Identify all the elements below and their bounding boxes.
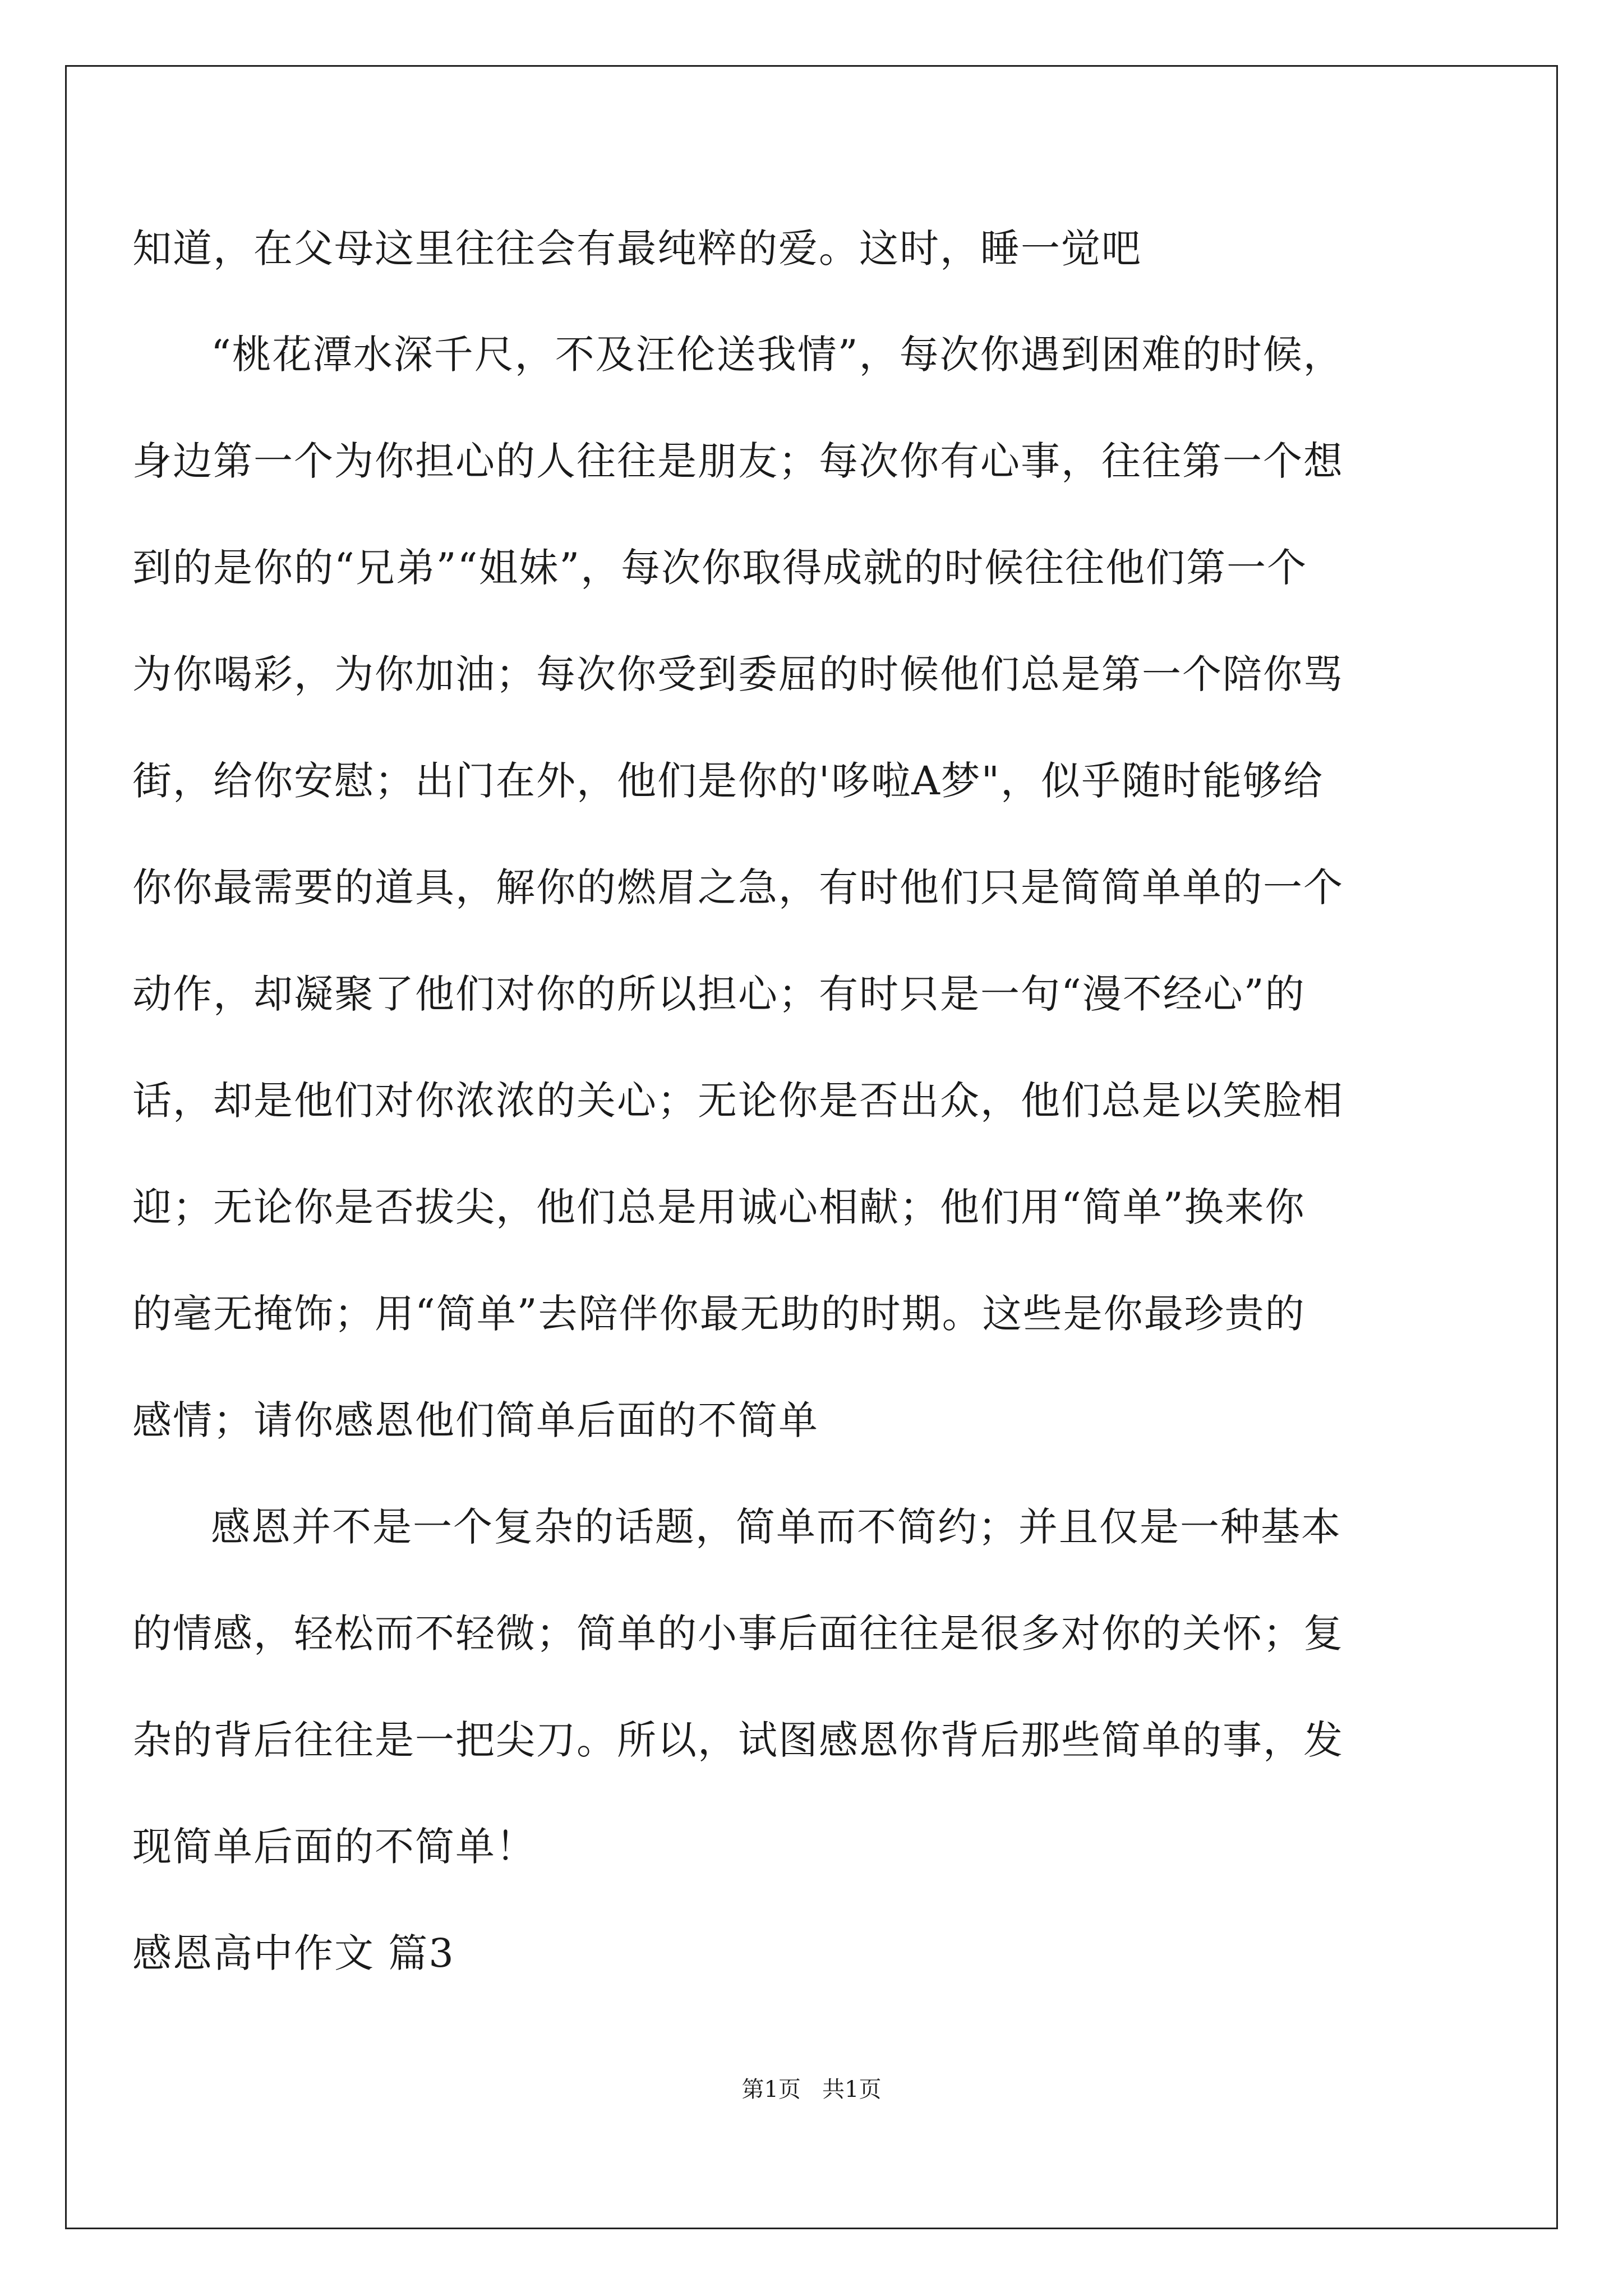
page-border — [65, 65, 1558, 2229]
paragraph-line: 的毫无掩饰；用“简单”去陪伴你最无助的时期。这些是你最珍贵的 — [132, 1291, 1306, 1337]
paragraph-line: 为你喝彩，为你加油；每次你受到委屈的时候他们总是第一个陪你骂 — [132, 651, 1344, 697]
paragraph-line: 街，给你安慰；出门在外，他们是你的'哆啦A梦"，似乎随时能够给 — [132, 758, 1324, 804]
paragraph-line: 的情感，轻松而不轻微；简单的小事后面往往是很多对你的关怀；复 — [132, 1611, 1344, 1657]
paragraph-line: 现简单后面的不简单！ — [132, 1824, 536, 1870]
section-heading: 感恩高中作文 篇3 — [132, 1930, 455, 1976]
paragraph-line: 动作，却凝聚了他们对你的所以担心；有时只是一句“漫不经心”的 — [132, 971, 1306, 1017]
paragraph-line: 感恩并不是一个复杂的话题，简单而不简约；并且仅是一种基本 — [211, 1504, 1341, 1550]
paragraph-line: 知道，在父母这里往往会有最纯粹的爱。这时，睡一觉吧 — [132, 226, 1142, 272]
paragraph-line: 身边第一个为你担心的人往往是朋友；每次你有心事，往往第一个想 — [132, 438, 1344, 484]
paragraph-line: “桃花潭水深千尺，不及汪伦送我情”，每次你遇到困难的时候， — [211, 332, 1344, 378]
paragraph-line: 感情；请你感恩他们简单后面的不简单 — [132, 1397, 819, 1443]
paragraph-line: 话，却是他们对你浓浓的关心；无论你是否出众，他们总是以笑脸相 — [132, 1078, 1344, 1124]
paragraph-line: 你你最需要的道具，解你的燃眉之急，有时他们只是简简单单的一个 — [132, 864, 1344, 910]
paragraph-line: 迎；无论你是否拔尖，他们总是用诚心相献；他们用“简单”换来你 — [132, 1184, 1306, 1230]
paragraph-line: 杂的背后往往是一把尖刀。所以，试图感恩你背后那些简单的事，发 — [132, 1717, 1344, 1763]
page-footer: 第1页 共1页 — [741, 2077, 882, 2102]
paragraph-line: 到的是你的“兄弟”“姐妹”，每次你取得成就的时候往往他们第一个 — [132, 545, 1308, 591]
